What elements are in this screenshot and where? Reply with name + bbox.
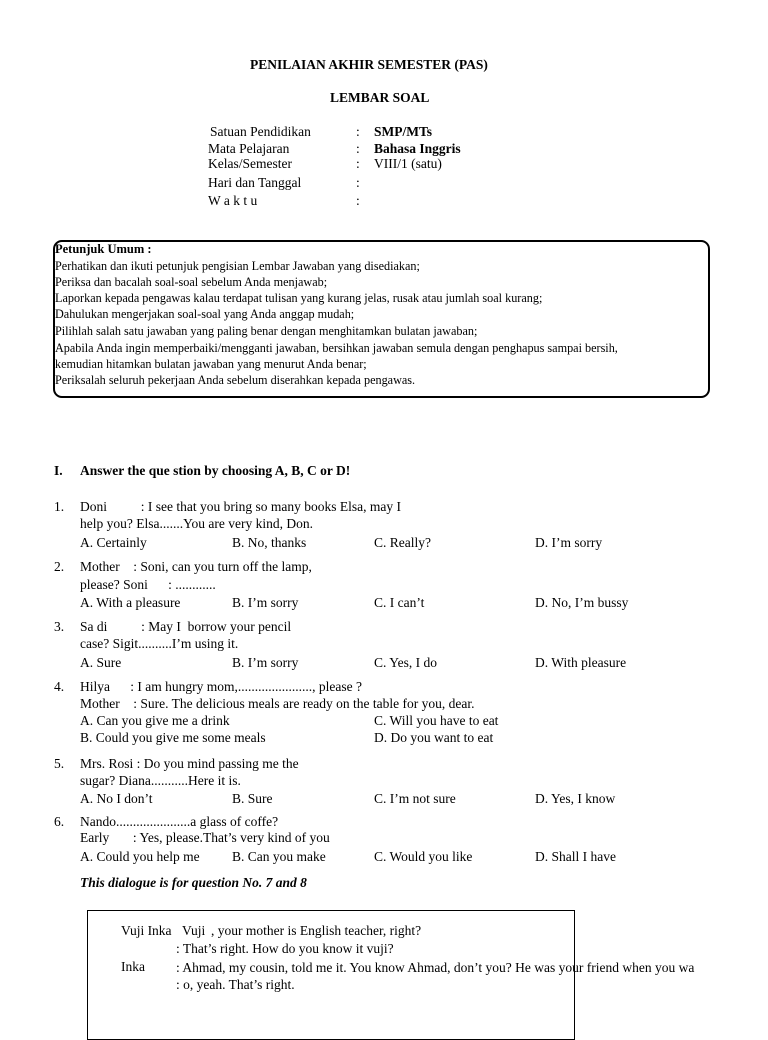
info-label: W a k t u	[208, 193, 258, 208]
info-colon: :	[356, 175, 360, 190]
option-d[interactable]: D. No, I’m bussy	[535, 595, 629, 610]
option-b[interactable]: B. Can you make	[232, 849, 326, 864]
option-d[interactable]: D. Yes, I know	[535, 791, 616, 806]
option-a[interactable]: A. Sure	[80, 655, 122, 670]
info-colon: :	[356, 156, 360, 171]
option-b[interactable]: B. Sure	[232, 791, 273, 806]
question-line: Sa di : May I borrow your pencil	[80, 619, 292, 634]
option-c[interactable]: C. Yes, I do	[374, 655, 438, 670]
question-number: 4.	[54, 679, 65, 694]
info-value: Bahasa Inggris	[374, 141, 461, 156]
dialogue-line: : Ahmad, my cousin, told me it. You know Ahmad, don’t you? He was your friend when you wa	[176, 960, 695, 975]
dialogue-line: , your mother is English teacher, right?	[211, 923, 422, 938]
option-c[interactable]: C. Will you have to eat	[374, 713, 499, 728]
instruction-line: Laporkan kepada pengawas kalau terdapat tulisan yang kurang jelas, rusak atau jumlah soal kurang;	[55, 291, 543, 305]
instruction-line: Periksa dan bacalah soal-soal sebelum Anda menjawab;	[55, 275, 328, 289]
option-c[interactable]: C. Would you like	[374, 849, 473, 864]
instruction-line: kemudian hitamkan bulatan jawaban yang menurut Anda benar;	[55, 357, 367, 371]
option-b[interactable]: B. Could you give me some meals	[80, 730, 266, 745]
option-a[interactable]: A. With a pleasure	[80, 595, 181, 610]
instructions-heading: Petunjuk Umum :	[55, 242, 152, 256]
instruction-line: Periksalah seluruh pekerjaan Anda sebelum diserahkan kepada pengawas.	[55, 373, 416, 387]
question-number: 1.	[54, 499, 65, 514]
question-number: 5.	[54, 756, 65, 771]
question-number: 6.	[54, 814, 65, 829]
dialogue-speaker-overlap: Vuji	[182, 923, 206, 938]
question-line: Mrs. Rosi : Do you mind passing me the	[80, 756, 299, 771]
info-colon: :	[356, 124, 360, 139]
info-label: Mata Pelajaran	[208, 141, 290, 156]
option-d[interactable]: D. I’m sorry	[535, 535, 603, 550]
question-number: 2.	[54, 559, 65, 574]
question-line: Nando......................a glass of coffe?	[80, 814, 279, 829]
info-value: SMP/MTs	[374, 124, 433, 139]
option-a[interactable]: A. Can you give me a drink	[80, 713, 230, 728]
instruction-line: Apabila Anda ingin memperbaiki/mengganti jawaban, bersihkan jawaban semula dengan penghapus sampai bersih,	[55, 341, 618, 355]
option-d[interactable]: D. With pleasure	[535, 655, 627, 670]
dialogue-note: This dialogue is for question No. 7 and 8	[80, 875, 307, 890]
dialogue-line: : That’s right. How do you know it vuji?	[176, 941, 394, 956]
question-line: Mother : Sure. The delicious meals are ready on the table for you, dear.	[80, 696, 475, 711]
option-c[interactable]: C. Really?	[374, 535, 431, 550]
option-c[interactable]: C. I’m not sure	[374, 791, 456, 806]
dialogue-line: : o, yeah. That’s right.	[176, 977, 295, 992]
section-title: Answer the que stion by choosing A, B, C or D!	[80, 463, 351, 478]
question-line: Doni : I see that you bring so many books Elsa, may I	[80, 499, 401, 514]
dialogue-speaker: Inka	[121, 959, 145, 974]
info-label: Hari dan Tanggal	[208, 175, 302, 190]
question-line: case? Sigit..........I’m using it.	[80, 636, 239, 651]
info-label: Satuan Pendidikan	[210, 124, 311, 139]
option-b[interactable]: B. I’m sorry	[232, 655, 299, 670]
question-line: help you? Elsa.......You are very kind, Don.	[80, 516, 313, 531]
info-label: Kelas/Semester	[208, 156, 292, 171]
section-number: I.	[54, 463, 63, 478]
instruction-line: Pilihlah salah satu jawaban yang paling benar dengan menghitamkan bulatan jawaban;	[55, 324, 478, 338]
question-line: Mother : Soni, can you turn off the lamp,	[80, 559, 312, 574]
option-a[interactable]: A. No I don’t	[80, 791, 153, 806]
option-b[interactable]: B. I’m sorry	[232, 595, 299, 610]
info-value: VIII/1 (satu)	[374, 156, 442, 171]
option-b[interactable]: B. No, thanks	[232, 535, 307, 550]
option-a[interactable]: A. Could you help me	[80, 849, 200, 864]
option-d[interactable]: D. Shall I have	[535, 849, 616, 864]
question-number: 3.	[54, 619, 65, 634]
option-a[interactable]: A. Certainly	[80, 535, 147, 550]
question-line: Hilya : I am hungry mom,......................, please ?	[80, 679, 362, 694]
option-c[interactable]: C. I can’t	[374, 595, 425, 610]
question-line: Early : Yes, please.That’s very kind of you	[80, 830, 330, 845]
info-colon: :	[356, 193, 360, 208]
instruction-line: Dahulukan mengerjakan soal-soal yang Anda anggap mudah;	[55, 307, 355, 321]
option-d[interactable]: D. Do you want to eat	[374, 730, 494, 745]
instruction-line: Perhatikan dan ikuti petunjuk pengisian Lembar Jawaban yang disediakan;	[55, 259, 420, 273]
dialogue-speaker: Vuji Inka	[121, 923, 172, 938]
page-subtitle: LEMBAR SOAL	[330, 90, 430, 105]
question-line: please? Soni : ............	[80, 577, 216, 592]
page-title: PENILAIAN AKHIR SEMESTER (PAS)	[250, 57, 488, 72]
question-line: sugar? Diana...........Here it is.	[80, 773, 241, 788]
info-colon: :	[356, 141, 360, 156]
